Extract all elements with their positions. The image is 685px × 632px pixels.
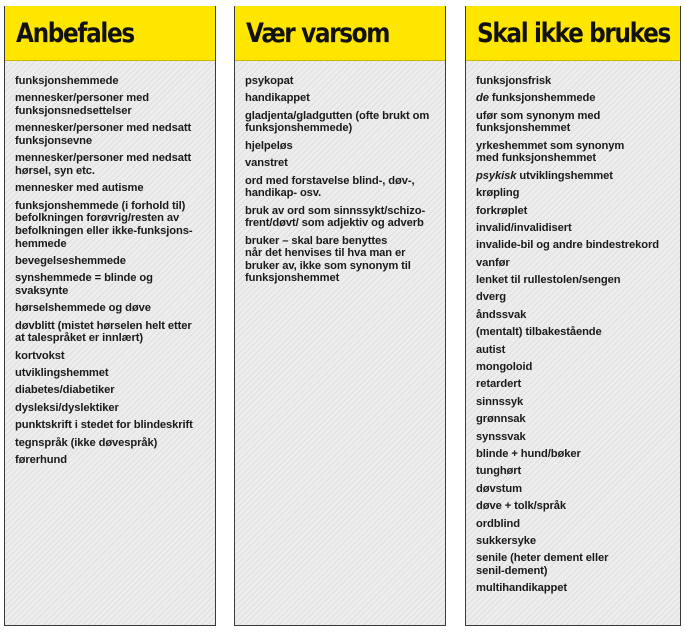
term-item xyxy=(476,222,674,235)
term-item xyxy=(476,170,674,183)
term-item: vanstret xyxy=(245,157,288,170)
term-text: blinde + hund/bøker xyxy=(476,448,581,460)
term-item xyxy=(476,110,674,135)
term-item: psykopat xyxy=(245,75,294,87)
term-item: kortvokst xyxy=(15,349,65,362)
term-item xyxy=(476,239,674,252)
term-text: multihandikappet xyxy=(476,582,568,595)
term-text: invalid/invalidisert xyxy=(476,221,572,234)
term-item xyxy=(476,378,674,391)
term-item xyxy=(476,309,674,322)
term-item xyxy=(476,413,674,426)
term-item: døvblitt (mistet hørselen helt etter at talespråket er innlært) xyxy=(15,319,192,345)
term-item: gladjenta/gladgutten (ofte brukt om funksjonshemmede) xyxy=(245,109,430,135)
term-text: døvstum xyxy=(476,482,522,495)
term-emphasis: de xyxy=(476,92,489,105)
term-item: mennesker/personer med funksjonsnedsettelser xyxy=(15,92,149,117)
term-text: ordblind xyxy=(476,517,520,530)
term-item xyxy=(476,448,674,461)
column-vaer-varsom xyxy=(234,6,446,626)
term-text: synssvak xyxy=(476,430,526,443)
term-text: funksjonsfrisk xyxy=(476,75,552,87)
term-item xyxy=(476,274,674,287)
term-text: sukkersyke xyxy=(476,534,536,547)
term-list-vaer-varsom xyxy=(235,61,445,285)
term-item: mennesker med autisme xyxy=(15,182,144,195)
term-item xyxy=(476,431,674,444)
term-item xyxy=(476,344,674,357)
term-item xyxy=(476,396,674,409)
term-item: bruk av ord som sinnssykt/schizo- frent/døvt/ som adjektiv og adverb xyxy=(245,204,426,230)
term-item xyxy=(476,140,674,165)
term-item: tegnspråk (ikke døvespråk) xyxy=(15,436,158,449)
term-item: punktskrift i stedet for blindeskrift xyxy=(15,419,193,432)
column-title-skal-ikke-brukes: Skal ikke brukes xyxy=(477,17,670,49)
term-text: yrkeshemmet som synonym med funksjonshemmet xyxy=(476,139,625,165)
term-item: funksjonshemmede xyxy=(15,75,119,87)
term-item xyxy=(476,326,674,339)
term-item xyxy=(476,291,674,304)
term-item xyxy=(476,518,674,531)
term-item xyxy=(476,205,674,218)
term-text: forkrøplet xyxy=(476,204,528,217)
term-text: (mentalt) tilbakestående xyxy=(476,326,602,339)
term-text: senile (heter dement eller senil-dement) xyxy=(476,552,609,577)
term-emphasis: psykisk xyxy=(476,169,517,182)
term-text: vanfør xyxy=(476,256,510,269)
term-item: utviklingshemmet xyxy=(15,367,109,380)
column-header-vaer-varsom xyxy=(235,6,445,61)
column-header-skal-ikke-brukes xyxy=(466,6,680,61)
term-item xyxy=(476,187,674,200)
column-title-vaer-varsom: Vær varsom xyxy=(246,17,390,49)
column-skal-ikke-brukes xyxy=(465,6,681,626)
column-anbefales xyxy=(4,6,216,626)
term-item: dysleksi/dyslektiker xyxy=(15,401,119,414)
term-item: handikappet xyxy=(245,92,310,105)
term-item: bruker – skal bare benyttes når det henvises til hva man er bruker av, ikke som synonym til funksjonshemmet xyxy=(245,234,411,285)
term-text: lenket til rullestolen/sengen xyxy=(476,274,621,287)
term-list-skal-ikke-brukes xyxy=(466,61,680,595)
term-item xyxy=(476,92,674,105)
term-item xyxy=(476,361,674,374)
term-text: utviklingshemmet xyxy=(516,169,613,182)
term-item: synshemmede = blinde og svaksynte xyxy=(15,272,153,297)
term-item xyxy=(476,257,674,270)
term-text: åndssvak xyxy=(476,308,527,321)
term-text: tunghørt xyxy=(476,465,522,478)
term-text: døve + tolk/språk xyxy=(476,500,567,513)
term-item xyxy=(476,465,674,478)
term-text: grønnsak xyxy=(476,413,526,426)
term-text: ufør som synonym med funksjonshemmet xyxy=(476,109,601,135)
term-text: dverg xyxy=(476,291,506,304)
term-text: retardert xyxy=(476,378,522,391)
term-item: hjelpeløs xyxy=(245,139,293,152)
term-text: funksjonshemmede xyxy=(488,92,596,105)
term-item: førerhund xyxy=(15,454,67,466)
term-item: mennesker/personer med nedsatt hørsel, syn etc. xyxy=(15,152,192,177)
term-item xyxy=(476,552,674,577)
column-header-anbefales xyxy=(5,6,215,61)
term-text: autist xyxy=(476,343,506,356)
term-text: sinnssyk xyxy=(476,395,524,408)
term-item: hørselshemmede og døve xyxy=(15,302,151,315)
term-item xyxy=(476,582,674,595)
term-item xyxy=(476,535,674,548)
term-item: diabetes/diabetiker xyxy=(15,384,115,397)
term-item xyxy=(476,75,674,88)
term-item: funksjonshemmede (i forhold til) befolkningen forøvrig/resten av befolkningen eller ikke-funksjons- hemmede xyxy=(15,199,193,250)
term-item: ord med forstavelse blind-, døv-, handikap- osv. xyxy=(245,174,415,200)
column-title-anbefales: Anbefales xyxy=(16,17,134,49)
term-text: krøpling xyxy=(476,187,520,200)
term-item xyxy=(476,500,674,513)
term-text: mongoloid xyxy=(476,361,533,374)
term-item xyxy=(476,483,674,496)
term-item: mennesker/personer med nedsatt funksjonsevne xyxy=(15,122,192,147)
term-item: bevegelseshemmede xyxy=(15,254,126,267)
term-list-anbefales xyxy=(5,61,215,467)
term-text: invalide-bil og andre bindestrekord xyxy=(476,239,659,252)
